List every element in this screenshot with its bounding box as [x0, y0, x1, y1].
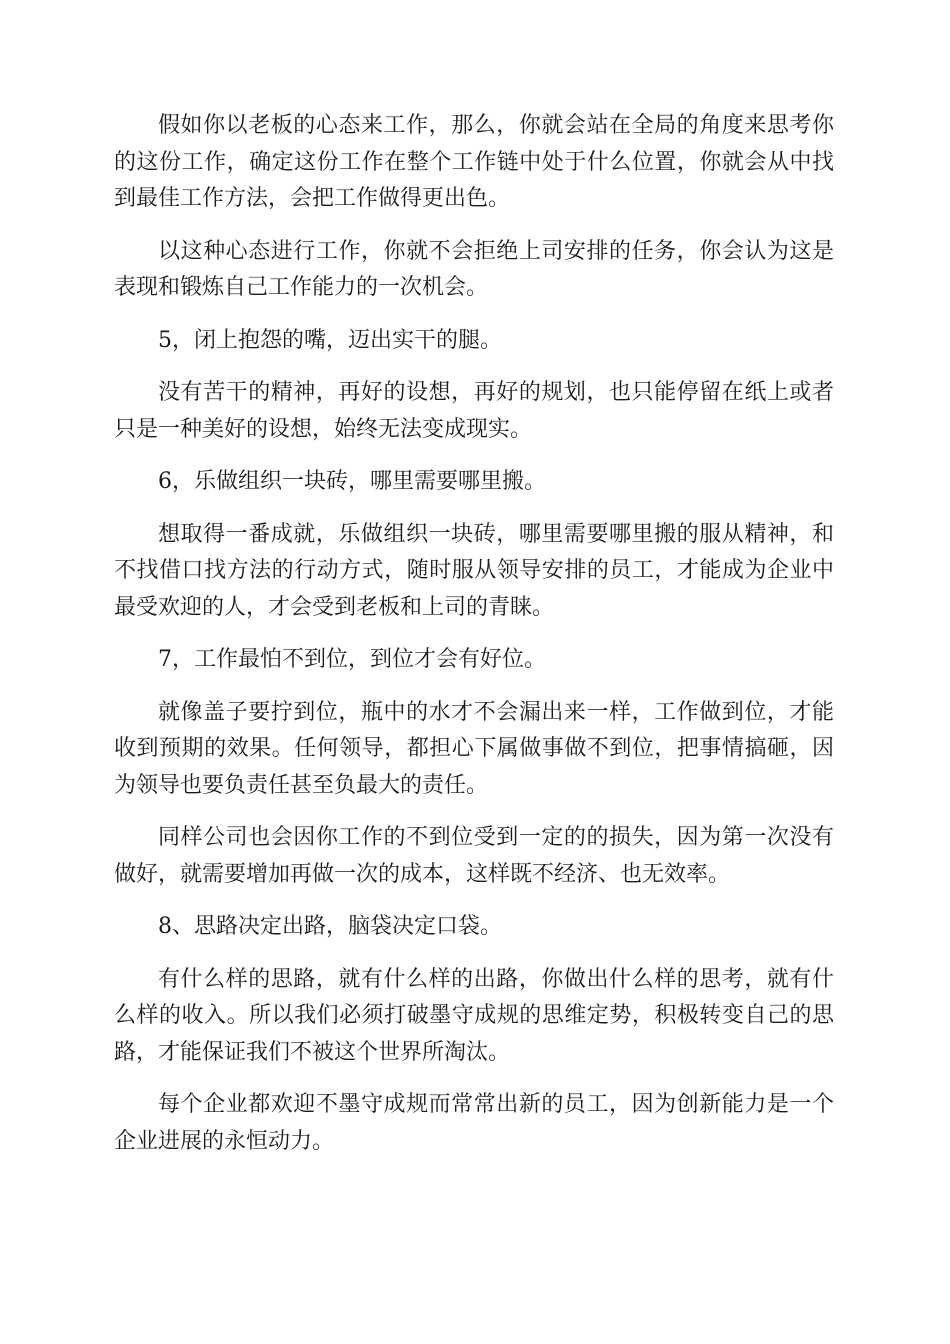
paragraph: 就像盖子要拧到位，瓶中的水才不会漏出来一样，工作做到位，才能收到预期的效果。任何领导，都担心下属做事做不到位，把事情搞砸，因为领导也要负责任甚至负最大的责任。: [114, 699, 834, 798]
paragraph: 没有苦干的精神，再好的设想，再好的规划，也只能停留在纸上或者只是一种美好的设想，始终无法变成现实。: [114, 380, 834, 442]
paragraph: 假如你以老板的心态来工作，那么，你就会站在全局的角度来思考你的这份工作，确定这份工作在整个工作链中处于什么位置，你就会从中找到最佳工作方法，会把工作做得更出色。: [114, 113, 834, 211]
paragraph: 以这种心态进行工作，你就不会拒绝上司安排的任务，你会认为这是表现和锻炼自己工作能力的一次机会。: [114, 238, 834, 300]
document-page: [114, 108, 834, 1176]
paragraph: 同样公司也会因你工作的不到位受到一定的的损失，因为第一次没有做好，就需要增加再做一次的成本，这样既不经济、也无效率。: [114, 825, 834, 887]
paragraph: 每个企业都欢迎不墨守成规而常常出新的员工，因为创新能力是一个企业进展的永恒动力。: [114, 1092, 834, 1154]
section-heading: 7，工作最怕不到位，到位才会有好位。: [158, 647, 546, 672]
paragraph: 有什么样的思路，就有什么样的出路，你做出什么样的思考，就有什么样的收入。所以我们必须打破墨守成规的思维定势，积极转变自己的思路，才能保证我们不被这个世界所淘汰。: [114, 966, 834, 1065]
section-heading: 6，乐做组织一块砖，哪里需要哪里搬。: [158, 469, 546, 494]
section-heading: 8、思路决定出路，脑袋决定口袋。: [158, 914, 502, 939]
paragraph: 想取得一番成就，乐做组织一块砖，哪里需要哪里搬的服从精神，和不找借口找方法的行动方式，随时服从领导安排的员工，才能成为企业中最受欢迎的人，才会受到老板和上司的青睐。: [114, 521, 834, 620]
section-heading: 5，闭上抱怨的嘴，迈出实干的腿。: [158, 327, 502, 353]
